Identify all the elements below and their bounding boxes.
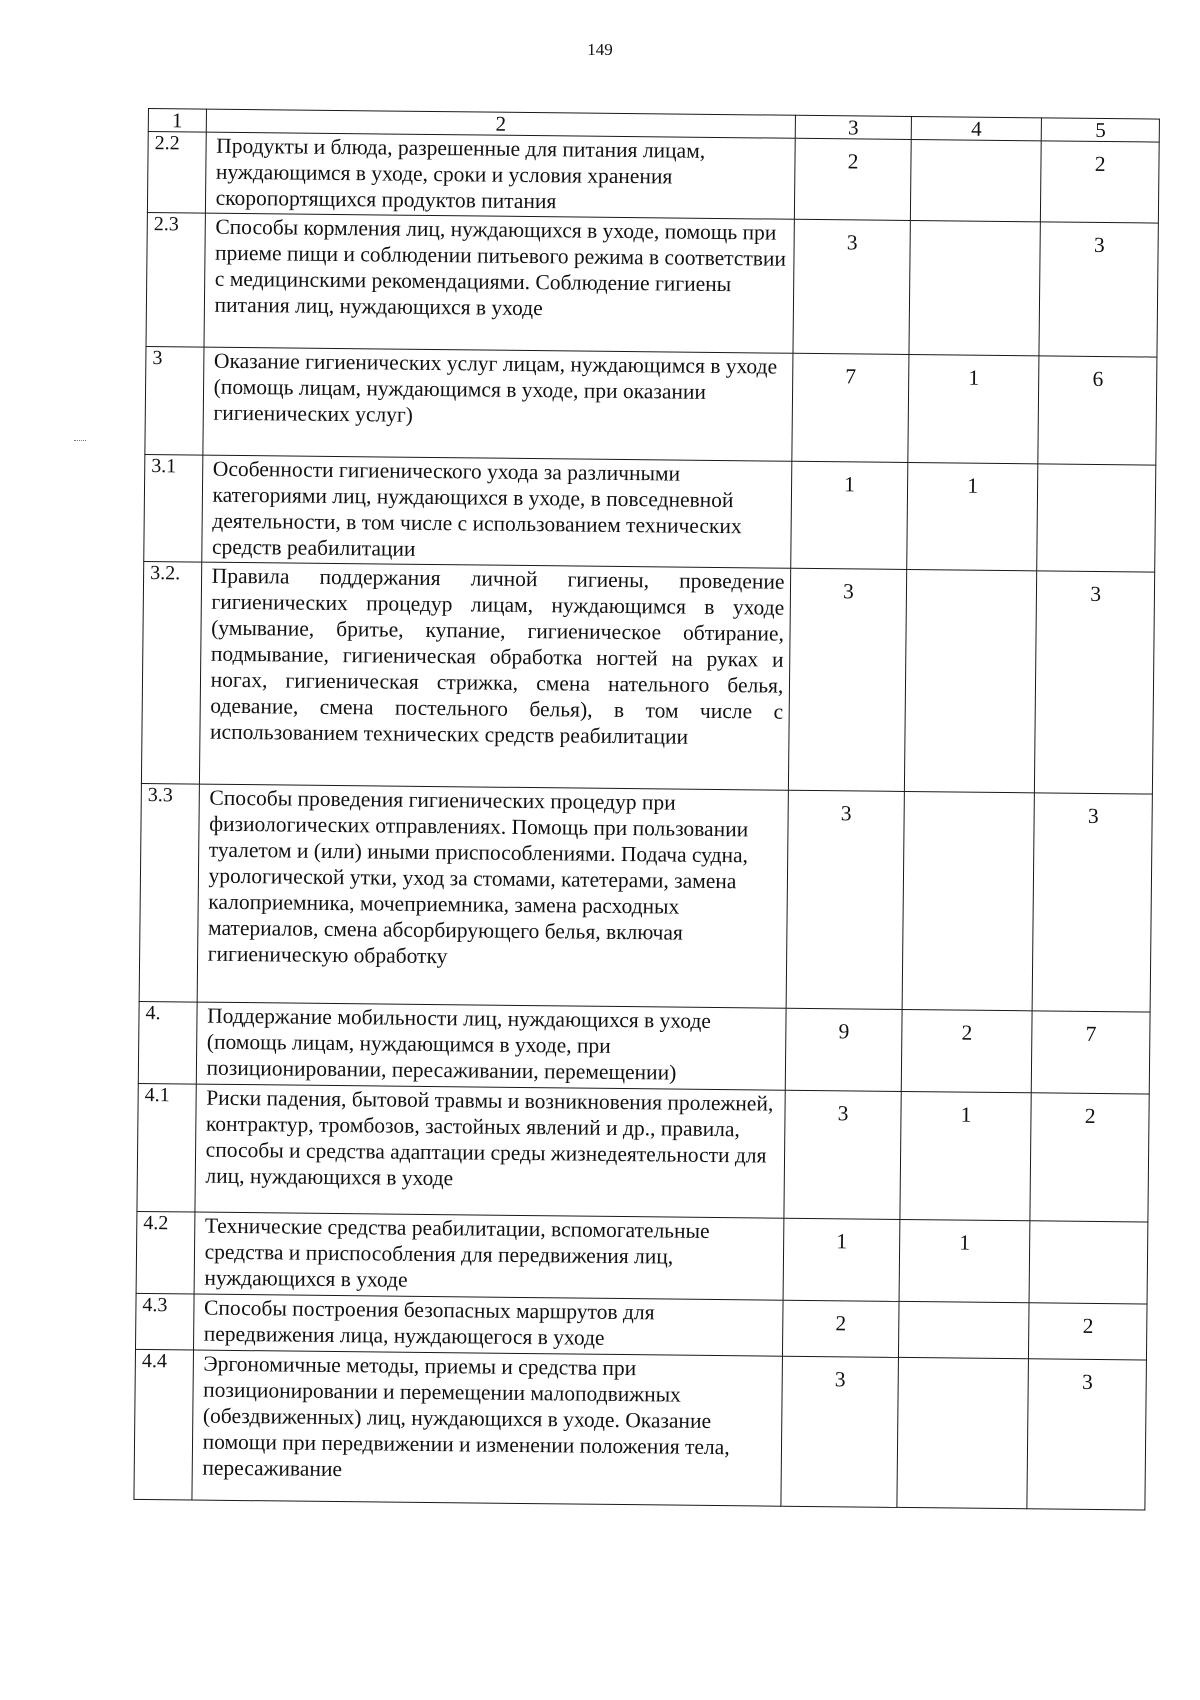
- table-row: [136, 1211, 1148, 1304]
- row-theory-hours: [902, 791, 1035, 1010]
- row-theory-hours: 1: [900, 1091, 1032, 1220]
- row-topic: Способы кормления лиц, нуждающихся в уходе, помощь при приеме пищи и соблюдении питьевого режима в соответствии с медицинскими рекомендациями. Соблюдение гигиены питания лиц, нуждающихся в уходе: [204, 213, 795, 353]
- row-total-hours: 2: [795, 138, 911, 220]
- row-total-hours: 2: [783, 1300, 899, 1357]
- header-cell-4: 4: [911, 116, 1042, 140]
- row-theory-hours: [904, 569, 1037, 792]
- page-number: 149: [587, 40, 613, 59]
- row-topic: Поддержание мобильности лиц, нуждающихся в уходе (помощь лицам, нуждающимся в уходе, при позиционировании, пересаживании, перемещении): [196, 1002, 787, 1090]
- curriculum-table: [133, 108, 1160, 1511]
- row-total-hours: 1: [783, 1218, 899, 1301]
- row-practice-hours: 3: [1027, 1359, 1146, 1510]
- table-row: [147, 132, 1159, 224]
- row-topic: Способы проведения гигиенических процедур при физиологических отправлениях. Помощь при пользовании туалетом и (или) иными приспособлениями. Подача судна, урологической утки, уход за стомами, катетерами, замена калоприемника, мочеприемника, замена расходных материалов, смена абсорбирующего белья, включая гигиеническую обработку: [197, 784, 789, 1008]
- table-row: [137, 1083, 1149, 1222]
- row-total-hours: 9: [786, 1008, 902, 1091]
- row-total-hours: 1: [791, 461, 907, 569]
- row-theory-hours: 1: [899, 1219, 1031, 1302]
- row-practice-hours: 7: [1032, 1011, 1150, 1094]
- header-cell-3: 3: [796, 115, 912, 139]
- scan-artifact-mark: [74, 440, 86, 441]
- row-practice-hours: 2: [1030, 1093, 1149, 1222]
- header-cell-5: 5: [1042, 118, 1160, 142]
- row-topic: Особенности гигиенического ухода за различными категориями лиц, нуждающихся в уходе, в повседневной деятельности, в том числе с использованием технических средств реабилитации: [201, 455, 792, 568]
- row-number: 4.3: [135, 1293, 193, 1350]
- row-practice-hours: 2: [1029, 1303, 1147, 1360]
- row-number: 4.1: [137, 1083, 196, 1212]
- row-number: 2.3: [146, 212, 205, 347]
- table-row: [138, 1001, 1150, 1094]
- row-total-hours: 3: [786, 790, 904, 1009]
- row-theory-hours: 1: [908, 354, 1040, 463]
- row-topic: Правила поддержания личной гигиены, проведение гигиенических процедур лицам, нуждающимся в уходе (умывание, бритье, купание, гигиеническое обтирание, подмывание, гигиеническая обработка ногтей на руках и ногах, гигиеническая стрижка, смена нательного белья, одевание, смена постельного белья), в том числе с использованием технических средств реабилитации: [199, 562, 791, 790]
- row-topic: Эргономичные методы, приемы и средства при позиционировании и перемещении малоподвижных (обездвиженных) лиц, нуждающихся в уходе. Оказание помощи при передвижении и изменении положения тела, пересаживание: [192, 1350, 783, 1506]
- row-number: 2.2: [147, 132, 205, 214]
- row-topic: Продукты и блюда, разрешенные для питания лицам, нуждающимся в уходе, сроки и условия хранения скоропортящихся продуктов питания: [205, 132, 796, 219]
- row-practice-hours: [1037, 464, 1156, 572]
- table-row: [141, 561, 1154, 794]
- table-row: [144, 454, 1156, 572]
- row-total-hours: 3: [781, 1356, 898, 1507]
- row-total-hours: 7: [792, 353, 908, 462]
- table-row: [145, 346, 1157, 465]
- row-number: 3.2.: [141, 561, 201, 784]
- row-theory-hours: [897, 1357, 1029, 1508]
- header-cell-1: 1: [148, 109, 206, 133]
- table-row: [146, 212, 1158, 357]
- row-total-hours: 3: [793, 219, 910, 354]
- row-number: 4.4: [134, 1349, 193, 1500]
- row-topic: Технические средства реабилитации, вспомогательные средства и приспособления для передвижения лиц, нуждающихся в уходе: [194, 1212, 785, 1300]
- row-topic: Риски падения, бытовой травмы и возникновения пролежней, контрактур, тромбозов, застойных явлений и др., правила, способы и средства адаптации среды жизнедеятельности для лиц, нуждающихся в уходе: [195, 1084, 786, 1218]
- header-cell-2: 2: [206, 109, 796, 138]
- row-topic: Способы построения безопасных маршрутов для передвижения лица, нуждающегося в уходе: [193, 1294, 783, 1356]
- row-practice-hours: 3: [1035, 571, 1155, 794]
- row-practice-hours: 3: [1039, 222, 1158, 357]
- row-topic: Оказание гигиенических услуг лицам, нуждающимся в уходе (помощь лицам, нуждающимся в уходе, при оказании гигиенических услуг): [203, 347, 794, 461]
- table-row: [139, 783, 1152, 1012]
- row-number: 3.1: [144, 454, 203, 562]
- row-practice-hours: [1030, 1221, 1148, 1304]
- row-practice-hours: 3: [1033, 793, 1153, 1012]
- row-theory-hours: [898, 1301, 1029, 1358]
- row-number: 3.3: [139, 783, 199, 1002]
- row-theory-hours: [910, 139, 1042, 221]
- row-theory-hours: 2: [901, 1009, 1033, 1092]
- row-theory-hours: 1: [906, 462, 1038, 570]
- table-row: [134, 1349, 1147, 1510]
- row-number: 4.2: [136, 1211, 194, 1294]
- row-number: 3: [145, 346, 204, 455]
- row-practice-hours: 2: [1041, 141, 1159, 223]
- row-total-hours: 3: [784, 1090, 901, 1219]
- row-number: 4.: [138, 1001, 196, 1084]
- row-total-hours: 3: [789, 568, 907, 791]
- row-practice-hours: 6: [1038, 356, 1157, 465]
- row-theory-hours: [909, 220, 1041, 355]
